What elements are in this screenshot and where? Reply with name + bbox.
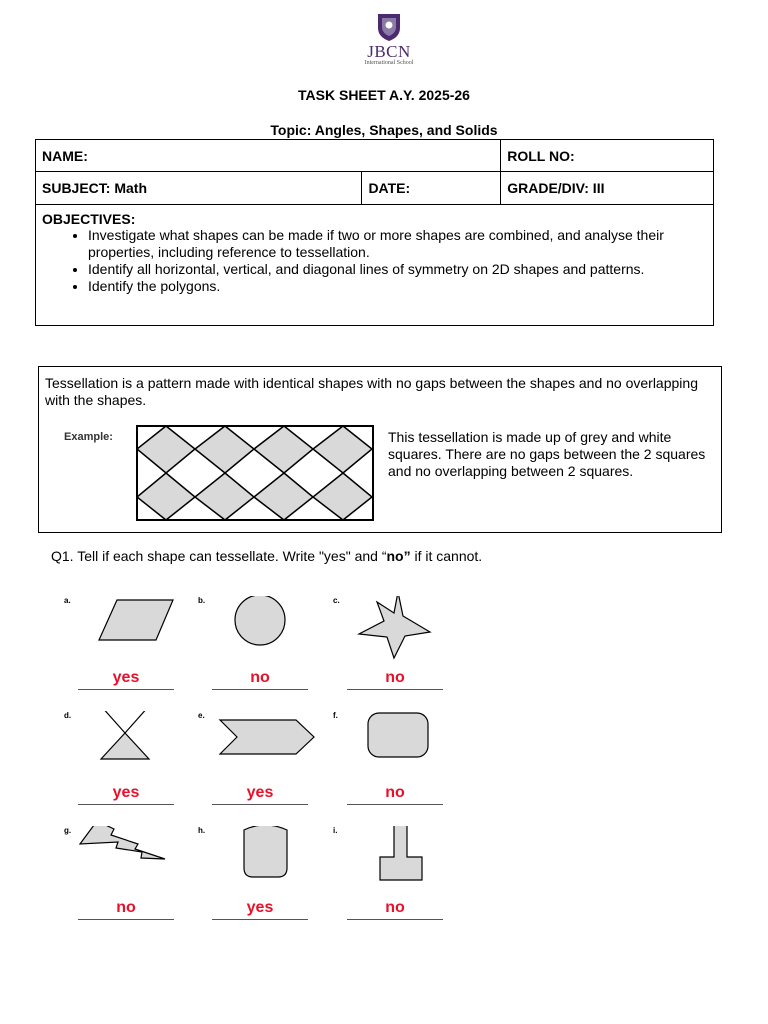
shape-item-i [333, 826, 463, 936]
shape-letter: b. [198, 596, 206, 605]
hourglass-icon [64, 711, 194, 781]
question-1 [51, 548, 482, 564]
answer-line[interactable] [212, 804, 308, 805]
star-icon [333, 596, 463, 666]
answer-text: yes [112, 784, 140, 801]
answer-text: no [250, 669, 270, 686]
page-title: TASK SHEET A.Y. 2025-26 [298, 87, 470, 103]
chevron-arrow-icon [198, 711, 328, 781]
question-bold: no” [386, 548, 411, 564]
crest-icon [375, 12, 403, 42]
shape-letter: i. [333, 826, 338, 835]
shape-letter: e. [198, 711, 205, 720]
shape-item-c [333, 596, 463, 706]
answer-text: yes [112, 669, 140, 686]
name-field[interactable] [36, 140, 501, 172]
shape-item-g [64, 826, 194, 936]
answer-text: no [385, 669, 405, 686]
objective-item: • Identify all horizontal, vertical, and diagonal lines of symmetry on 2D shapes and patterns. [88, 261, 707, 278]
grade-label: GRADE/DIV: III [507, 180, 605, 196]
date-label: DATE: [368, 180, 411, 196]
logo-name: JBCN [367, 42, 411, 61]
shape-letter: a. [64, 596, 71, 605]
shape-letter: d. [64, 711, 72, 720]
parallelogram-icon [64, 596, 194, 666]
answer-text: no [385, 784, 405, 801]
answer-text: no [385, 899, 405, 916]
answer-line[interactable] [212, 689, 308, 690]
shape-letter: h. [198, 826, 206, 835]
objectives-cell [36, 205, 714, 326]
shape-letter: g. [64, 826, 72, 835]
answer-text: yes [246, 784, 274, 801]
answer-line[interactable] [212, 919, 308, 920]
tessellation-box [38, 366, 722, 533]
tessellation-example-image [136, 425, 374, 521]
objectives-title: OBJECTIVES: [42, 211, 136, 227]
answer-line[interactable] [78, 919, 174, 920]
objective-item: • Investigate what shapes can be made if two or more shapes are combined, and analyse their properties, including reference to tessellation. [88, 227, 707, 261]
answer-line[interactable] [78, 804, 174, 805]
answer-line[interactable] [347, 919, 443, 920]
answer-line[interactable] [347, 689, 443, 690]
topic-title: Topic: Angles, Shapes, and Solids [270, 122, 498, 138]
cylinder-icon [198, 826, 328, 896]
objectives-list [42, 227, 707, 295]
subject-field [36, 172, 362, 205]
roll-no-field[interactable] [501, 140, 714, 172]
roll-no-label: ROLL NO: [507, 147, 575, 164]
shape-item-e [198, 711, 328, 821]
answer-line[interactable] [347, 804, 443, 805]
name-label: NAME: [42, 147, 88, 164]
objective-item: • Identify the polygons. [88, 278, 707, 295]
question-prefix: Q1. Tell if each shape can tessellate. Write "yes" and “ [51, 548, 387, 564]
lightning-bolt-icon [64, 826, 194, 896]
shape-item-f [333, 711, 463, 821]
shape-item-b [198, 596, 328, 706]
rounded-square-icon [333, 711, 463, 781]
subject-label: SUBJECT: Math [42, 180, 148, 196]
student-info-table [35, 139, 714, 326]
shape-letter: f. [333, 711, 338, 720]
answer-text: no [116, 899, 136, 916]
question-suffix: if it cannot. [410, 548, 483, 564]
shape-item-d [64, 711, 194, 821]
school-logo [356, 12, 422, 74]
shape-item-h [198, 826, 328, 936]
tessellation-example-text: This tessellation is made up of grey and white squares. There are no gaps between the 2 squares and no overlapping between 2 squares. [388, 429, 706, 479]
shape-letter: c. [333, 596, 340, 605]
grade-field [501, 172, 714, 205]
circle-icon [198, 596, 328, 666]
answer-text: yes [246, 899, 274, 916]
t-shape-icon [333, 826, 463, 896]
answer-line[interactable] [78, 689, 174, 690]
tessellation-definition: Tessellation is a pattern made with identical shapes with no gaps between the shapes and no overlapping with the shapes. [45, 375, 698, 408]
example-label: Example: [64, 431, 113, 443]
logo-subtitle: International School [364, 60, 414, 66]
shape-item-a [64, 596, 194, 706]
date-field[interactable] [362, 172, 501, 205]
